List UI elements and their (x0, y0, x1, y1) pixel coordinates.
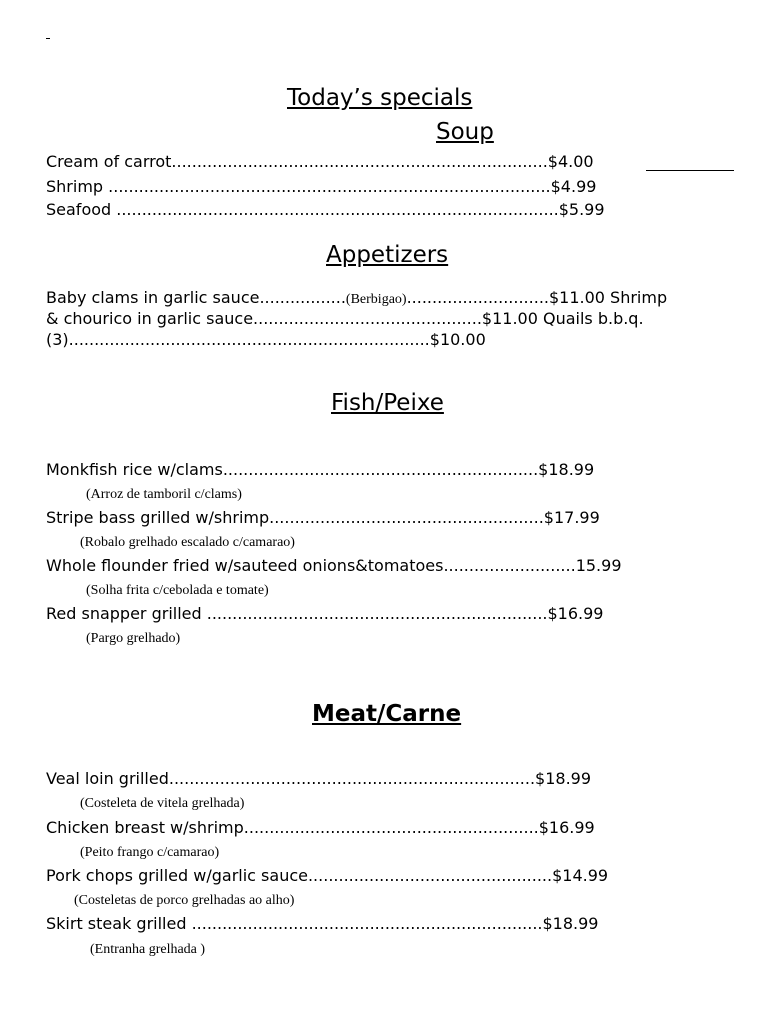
fish-item: Red snapper grilled ...................................................................$16.99 (46, 604, 604, 623)
fish-translation: (Arroz de tamboril c/clams) (86, 487, 242, 502)
appetizer-line: & chourico in garlic sauce.............................................$11.00 Quails b.b.q. (46, 309, 644, 328)
soup-heading: Soup (436, 119, 494, 145)
appetizer-translation: (Berbigao) (345, 292, 407, 307)
appetizers-heading: Appetizers (326, 242, 449, 268)
fish-translation: (Robalo grelhado escalado c/camarao) (80, 535, 295, 550)
meat-translation: (Peito frango c/camarao) (80, 845, 220, 860)
meat-translation: (Costeleta de vitela grelhada) (80, 796, 245, 811)
appetizer-line: (3).......................................................................$10.00 (46, 330, 486, 349)
underline-rule (646, 170, 734, 171)
meat-translation: (Entranha grelhada ) (90, 942, 206, 957)
appetizer-line (46, 288, 667, 309)
meat-heading: Meat/Carne (312, 701, 462, 727)
meat-item: Pork chops grilled w/garlic sauce................................................$14.99 (46, 866, 609, 885)
fish-translation: (Solha frita c/cebolada e tomate) (86, 583, 269, 598)
appetizer-line-text: ............................$11.00 Shrimp (406, 288, 668, 307)
fish-translation: (Pargo grelhado) (86, 631, 181, 646)
soup-item: Cream of carrot..........................................................................$4.00 (46, 152, 594, 171)
appetizer-line-text: Baby clams in garlic sauce................. (46, 288, 346, 307)
soup-item: Shrimp .......................................................................................$4.99 (46, 177, 597, 196)
fish-heading: Fish/Peixe (331, 390, 444, 416)
meat-item: Veal loin grilled........................................................................$18.99 (46, 769, 592, 788)
fish-item: Monkfish rice w/clams..............................................................$18.99 (46, 460, 595, 479)
meat-item: Skirt steak grilled .....................................................................$18.99 (46, 914, 599, 933)
fish-item: Whole flounder fried w/sauteed onions&tomatoes..........................15.99 (46, 556, 622, 575)
fish-item: Stripe bass grilled w/shrimp......................................................$17.99 (46, 508, 600, 527)
stray-mark (46, 38, 50, 39)
meat-translation: (Costeletas de porco grelhadas ao alho) (74, 893, 295, 908)
soup-item: Seafood .......................................................................................$5.99 (46, 200, 605, 219)
meat-item: Chicken breast w/shrimp..........................................................$16.99 (46, 818, 595, 837)
page-title: Today’s specials (287, 85, 473, 111)
